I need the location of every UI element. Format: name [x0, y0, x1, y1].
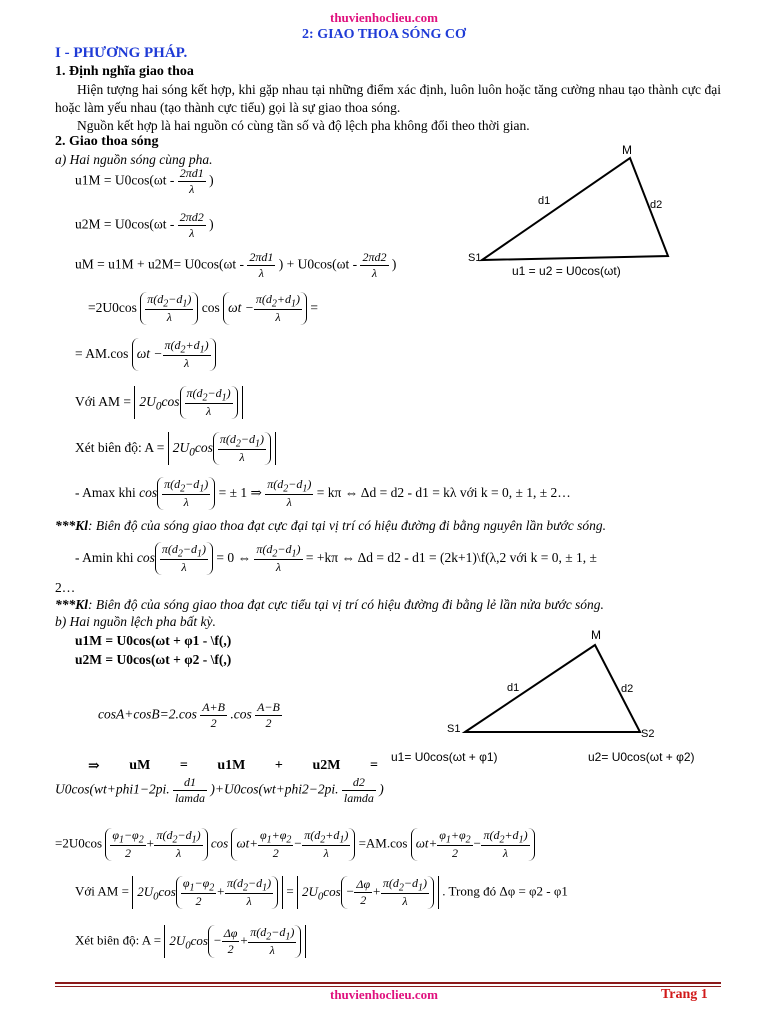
- equation-u1m: u1M = U0cos(ωt - $\frac{2\pi d1}{\lambda}$ ): [75, 166, 214, 196]
- diagram1-label-d1: d1: [538, 195, 551, 207]
- page-title: 2: GIAO THOA SÓNG CƠ: [302, 27, 466, 42]
- sum-expression: U0cos(wt+phi1−2pi. $\frac{d1}{\text{lamda}}$ )+U0cos(wt+phi2−2pi. $\frac{d2}{\text{lamda}}$ ): [55, 775, 384, 805]
- diagram1-caption: u1 = u2 = U0cos(ωt): [512, 264, 621, 278]
- diagram2-label-S1: S1: [447, 723, 461, 735]
- definition-paragraph: Hiện tượng hai sóng kết hợp, khi gặp nhau tại những điểm xác định, luôn luôn hoặc tăng cường nhau tạo thành cực đại hoặc làm yếu nhau (tạo thành cực tiểu) gọi là sự giao thoa sóng.: [55, 82, 721, 115]
- coherent-source-paragraph: Nguồn kết hợp là hai nguồn có cùng tần số và độ lệch pha không đổi theo thời gian.: [77, 118, 530, 133]
- equation-sum-product: =2U0cos $\frac{\pi(d_2-d_1)}{\lambda}$ cos ωt − $\frac{\pi(d_2+d_1)}{\lambda}$ =: [88, 292, 319, 325]
- subheading-definition: 1. Định nghĩa giao thoa: [55, 64, 194, 79]
- u1m-text: u1M = U0cos(ωt -: [75, 172, 175, 188]
- page-number: Trang 1: [661, 987, 708, 1002]
- equation-u2m-b: u2M = U0cos(ωt + φ2 - \f(,): [75, 652, 232, 667]
- diagram2-label-d2: d2: [621, 683, 634, 695]
- diagram2-caption-2: u2= U0cos(ωt + φ2): [588, 750, 695, 764]
- equation-u1m-b: u1M = U0cos(ωt + φ1 - \f(,): [75, 633, 232, 648]
- equation-um: uM = u1M + u2M= U0cos(ωt - $\frac{2\pi d1}{\lambda}$ ) + U0cos(ωt - $\frac{2\pi d2}{\lambda}$ ): [75, 250, 397, 280]
- triangle-2-shape: [465, 645, 640, 732]
- equation-am-cos: = AM.cos ωt − $\frac{\pi(d_2+d_1)}{\lambda}$: [75, 338, 216, 371]
- triangle-1-shape: [482, 158, 668, 260]
- equation-amax: - Amax khi cos $\frac{\pi(d_2-d_1)}{\lambda}$ = ± 1 ⇒ $\frac{\pi(d_2-d_1)}{\lambda}$ = kπ ⇔ Δd = d2 - d1 = kλ với k = 0, ± 1, ± 2…: [75, 477, 571, 510]
- triangle-diagram-2: [385, 620, 715, 770]
- diagram1-label-M: M: [622, 143, 632, 157]
- diagram2-label-S2: S2: [641, 728, 655, 740]
- diagram2-label-d1: d1: [507, 682, 520, 694]
- footer-divider: [55, 982, 721, 984]
- diagram2-label-M: M: [591, 628, 601, 642]
- equation-b-product: =2U0cos $\frac{\varphi_1-\varphi_2}{2}$ + $\frac{\pi(d_2-d_1)}{\lambda}$ cos ωt+ $\frac{\varphi_1+\varphi_2}{2}$ − $\frac{\pi(d_2+d_1)}{\lambda}$ =AM.cos ωt+ $\frac{\varphi_1+\varphi_2}{2}$ − $\frac{\pi(d_2+d_1)}{\lambda}$: [55, 828, 535, 861]
- u2m-text: u2M = U0cos(ωt -: [75, 216, 175, 232]
- equation-amplitude: Với AM = $2U_0\cos$ $\frac{\pi(d_2-d_1)}{\lambda}$: [75, 386, 243, 419]
- equation-amplitude-b: Với AM = $2U_0\cos$ $\frac{\varphi_1-\varphi_2}{2}$ + $\frac{\pi(d_2-d_1)}{\lambda}$ = $2U_0\cos$ − $\frac{\Delta\varphi}{2}$ + $\frac{\pi(d_2-d_1)}{\lambda}$ . Trong đó Δφ = φ2 - φ1: [75, 876, 568, 909]
- diagram1-label-d2: d2: [650, 199, 663, 211]
- u2m-fraction: $\frac{2\pi d2}{\lambda}$: [179, 210, 204, 240]
- cos-sum-identity: cosA+cosB=2.cos $\frac{A+B}{2}$ .cos $\frac{A-B}{2}$: [98, 700, 280, 730]
- amin-continuation: 2…: [55, 580, 76, 595]
- equation-amin: - Amin khi cos $\frac{\pi(d_2-d_1)}{\lambda}$ = 0 ⇔ $\frac{\pi(d_2-d_1)}{\lambda}$ = +kπ ⇔ Δd = d2 - d1 = (2k+1)\f(λ,2 với k = 0, ± 1, ±: [75, 542, 597, 575]
- header-site[interactable]: thuvienhoclieu.com: [330, 10, 438, 25]
- conclusion-max: ***Kl: Biên độ của sóng giao thoa đạt cực đại tại vị trí có hiệu đường đi bằng nguyên lần bước sóng.: [55, 518, 606, 533]
- diagram1-label-S1: S1: [468, 252, 482, 264]
- equation-u2m: u2M = U0cos(ωt - $\frac{2\pi d2}{\lambda}$ ): [75, 210, 214, 240]
- case-a-label: a) Hai nguồn sóng cùng pha.: [55, 152, 213, 167]
- equation-check-amplitude-b: Xét biên độ: $A = 2U_0\cos$ − $\frac{\Delta\varphi}{2}$ + $\frac{\pi(d_2-d_1)}{\lambda}$: [75, 925, 306, 958]
- case-b-label: b) Hai nguồn lệch pha bất kỳ.: [55, 614, 216, 629]
- equation-check-amplitude: Xét biên độ: $A = 2U_0\cos$ $\frac{\pi(d_2-d_1)}{\lambda}$: [75, 432, 276, 465]
- diagram2-caption-1: u1= U0cos(ωt + φ1): [391, 750, 498, 764]
- footer-site-link[interactable]: thuvienhoclieu.com: [330, 987, 438, 1002]
- u1m-fraction: $\frac{2\pi d1}{\lambda}$: [179, 166, 204, 196]
- section-heading: I - PHƯƠNG PHÁP.: [55, 45, 188, 61]
- conclusion-min: ***Kl: Biên độ của sóng giao thoa đạt cực tiểu tại vị trí có hiệu đường đi bằng lẻ lần nửa bước sóng.: [55, 597, 604, 612]
- arrow-line: ⇒ uM = u1M + u2M =: [88, 758, 378, 774]
- triangle-diagram-1: [460, 138, 690, 288]
- subheading-interference: 2. Giao thoa sóng: [55, 134, 159, 149]
